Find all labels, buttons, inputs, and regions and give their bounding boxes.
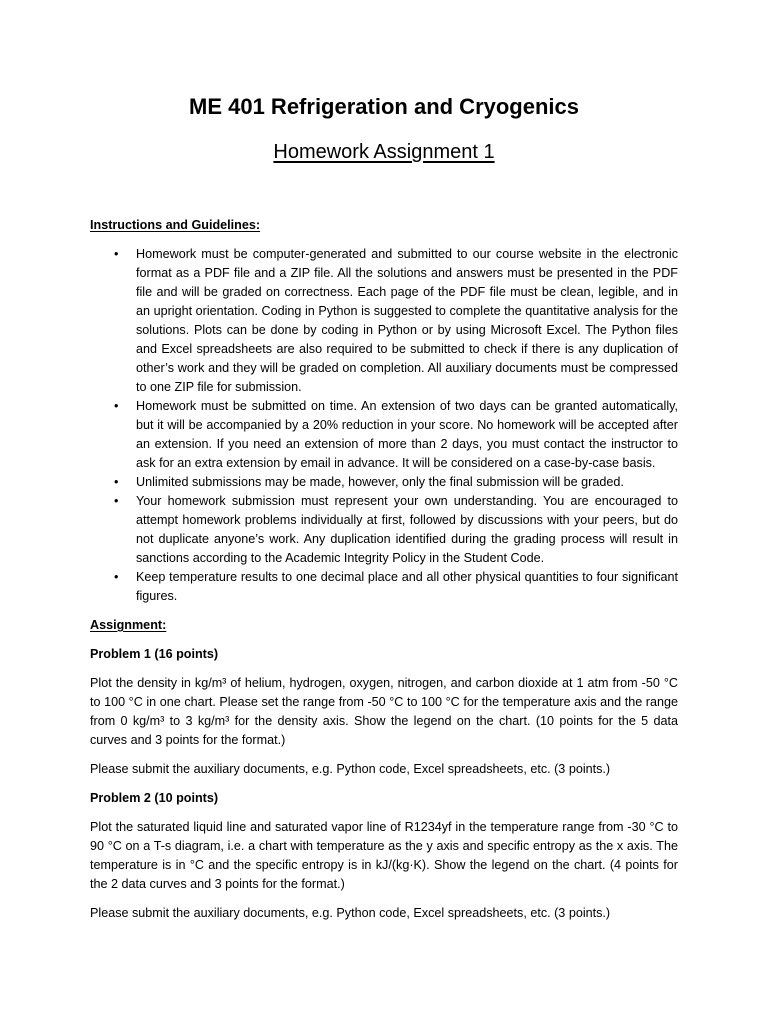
guideline-text: Your homework submission must represent your own understanding. You are encouraged to attempt homework problems individually at first, followed by discussions with your peers, but do not duplicate anyone’s work. Any duplication identified during the grading process will result in sanctions according to the Academic Integrity Policy in the Student Code.	[136, 494, 678, 565]
assignment-heading: Assignment:	[90, 618, 167, 632]
guideline-item	[90, 568, 678, 606]
bullet-icon: •	[114, 247, 119, 261]
problem-1-text: Plot the density in kg/m³ of helium, hydrogen, oxygen, nitrogen, and carbon dioxide at 1 atm from -50 °C to 100 °C in one chart. Please set the range from -50 °C to 100 °C for the temperature axis and the range from 0 kg/m³ to 3 kg/m³ for the density axis. Show the legend on the chart. (10 points for the 5 data curves and 3 points for the format.)	[90, 676, 678, 747]
bullet-icon: •	[114, 475, 119, 489]
guideline-item	[90, 397, 678, 473]
document-title: ME 401 Refrigeration and Cryogenics	[189, 94, 579, 119]
problem-1-heading: Problem 1 (16 points)	[90, 647, 219, 661]
guideline-item	[90, 473, 678, 492]
guideline-text: Unlimited submissions may be made, however, only the final submission will be graded.	[136, 475, 624, 489]
problem-2-heading: Problem 2 (10 points)	[90, 791, 219, 805]
bullet-icon: •	[114, 399, 119, 413]
bullet-icon: •	[114, 494, 119, 508]
guideline-text: Homework must be submitted on time. An extension of two days can be granted automatically, but it will be accompanied by a 20% reduction in your score. No homework will be accepted after an extension. If you need an extension of more than 2 days, you must contact the instructor to ask for an extra extension by email in advance. It will be considered on a case-by-case basis.	[136, 399, 678, 470]
bullet-icon: •	[114, 570, 119, 584]
subtitle-text: Homework Assignment 1	[273, 141, 495, 163]
guideline-text: Keep temperature results to one decimal place and all other physical quantities to four significant figures.	[136, 570, 678, 603]
instructions-heading: Instructions and Guidelines:	[90, 218, 261, 232]
document-body	[90, 216, 678, 923]
problem-2-text: Plot the saturated liquid line and saturated vapor line of R1234yf in the temperature range from -30 °C to 90 °C on a T-s diagram, i.e. a chart with temperature as the y axis and specific entropy as the x axis. The temperature is in °C and the specific entropy is in kJ/(kg·K). Show the legend on the chart. (4 points for the 2 data curves and 3 points for the format.)	[90, 820, 678, 891]
guideline-text: Homework must be computer-generated and submitted to our course website in the electronic format as a PDF file and a ZIP file. All the solutions and answers must be presented in the PDF file and will be graded on correctness. Each page of the PDF file must be clean, legible, and in an upright orientation. Coding in Python is suggested to complete the quantitative analysis for the solutions. Plots can be done by coding in Python or by using Microsoft Excel. The Python files and Excel spreadsheets are also required to be submitted to check if there is any duplication of other’s work and they will be graded on completion. All auxiliary documents must be compressed to one ZIP file for submission.	[136, 247, 678, 394]
document-subtitle	[0, 141, 768, 164]
guidelines-list	[90, 245, 678, 606]
problem-2-submit-note: Please submit the auxiliary documents, e.g. Python code, Excel spreadsheets, etc. (3 points.)	[90, 906, 611, 920]
guideline-item	[90, 492, 678, 568]
guideline-item	[90, 245, 678, 397]
problem-1-submit-note: Please submit the auxiliary documents, e.g. Python code, Excel spreadsheets, etc. (3 points.)	[90, 762, 611, 776]
